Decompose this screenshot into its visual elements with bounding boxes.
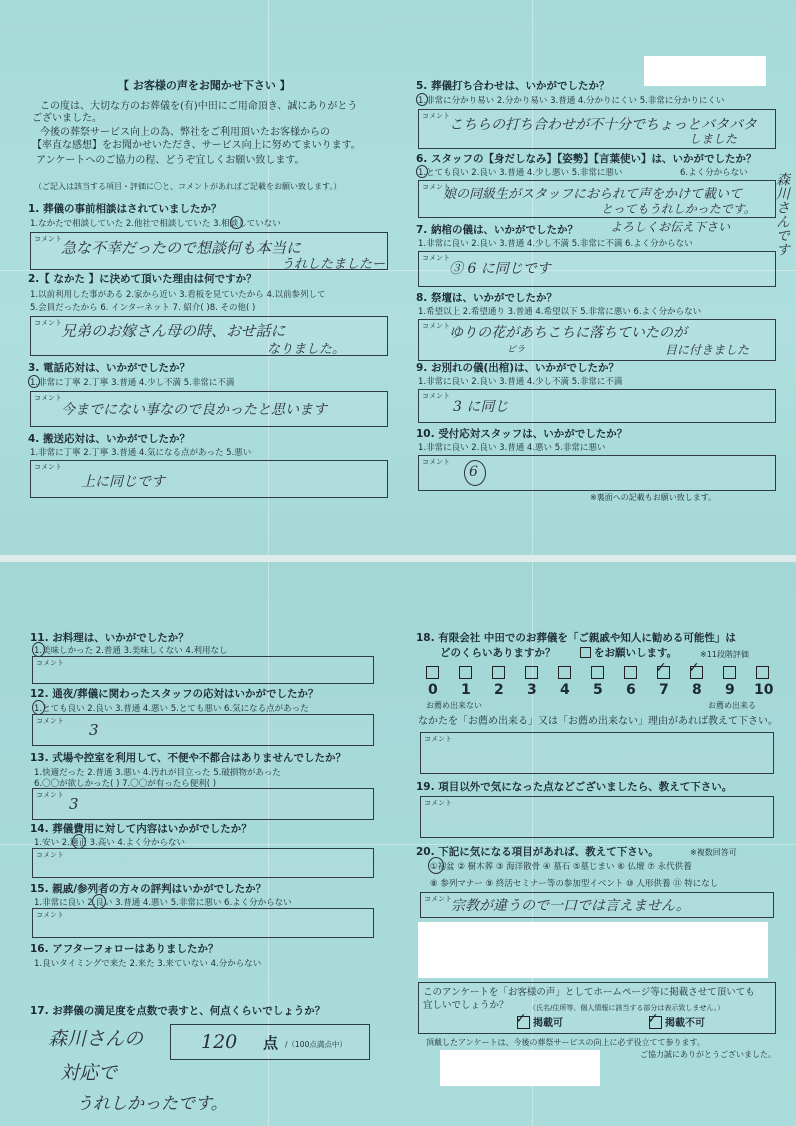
question-title: 15. 親戚/参列者の方々の評判はいかがでしたか？ — [30, 883, 267, 895]
answer-circle — [416, 93, 428, 106]
question-options: 1.なかたで相談していた 2.他社で相談していた 3.相談していない — [30, 219, 281, 229]
rating-checkbox[interactable] — [624, 666, 637, 679]
rating-number: 5 — [593, 682, 603, 698]
rating-number: 9 — [725, 682, 735, 698]
comment-label: コメント — [36, 911, 64, 919]
score-note: /（100点満点中） — [285, 1040, 347, 1049]
question-options: 1.とても良い 2.良い 3.普通 4.悪い 5.とても悪い 6.気になる点があった — [34, 704, 309, 714]
publish-ok-label: 掲載可 — [533, 1018, 563, 1029]
question-options: 1.安い 2.適正 3.高い 4.よく分からない — [34, 838, 186, 848]
check-mark-icon: ✓ — [647, 1011, 659, 1027]
question-options: 1.以前利用した事がある 2.家から近い 3.看板を見ていたから 4.以前参列して — [30, 290, 326, 300]
question-title: 6. スタッフの【身だしなみ】【姿勢】【言葉使い】は、いかがでしたか？ — [416, 153, 757, 165]
question-options: 6.よく分からない — [680, 168, 748, 178]
question-title: をお願いします。 — [594, 647, 678, 659]
handwritten-comment: 急な不幸だったので想談何も本当に — [61, 239, 302, 257]
comment-label: コメント — [424, 799, 452, 807]
publish-question: 宜しいでしょうか？ — [423, 1000, 509, 1011]
score-unit: 点 — [263, 1034, 279, 1052]
question-title: 17. お葬儀の満足度を点数で表すと、何点くらいでしょうか？ — [30, 1005, 326, 1017]
answer-circle — [230, 216, 243, 229]
survey-sheet-back — [0, 562, 796, 1126]
rating-checkbox[interactable] — [558, 666, 571, 679]
question-options: 1.とても良い 2.良い 3.普通 4.少し悪い 5.非常に悪い — [418, 168, 623, 178]
handwritten-side-note: 森川さんです — [774, 172, 790, 256]
question-title: 8. 祭壇は、いかがでしたか？ — [416, 292, 557, 304]
scale-note: ※11段階評価 — [700, 650, 749, 659]
handwritten-comment: 兄弟のお嫁さん母の時、おせ話に — [61, 322, 286, 340]
question-options: 1.非常に良い 2.良い 3.普通 4.悪い 5.非常に悪い 6.よく分からない — [34, 898, 292, 908]
score-box[interactable] — [170, 1024, 370, 1060]
intro-line: 【率直な感想】をお聞かせいただき、サービス向上に努めてまいります。 — [32, 140, 361, 151]
comment-box[interactable] — [420, 892, 774, 918]
intro-line: ございました。 — [32, 113, 102, 124]
check-mark-icon: ✓ — [655, 660, 667, 676]
answer-circle — [428, 857, 444, 874]
rating-number: 2 — [494, 682, 504, 698]
comment-label: コメント — [422, 254, 450, 262]
instruction-text: （ご記入は該当する項目・評価に〇と、コメントがあればご記載をお願い致します。） — [34, 182, 342, 191]
footer-text: 頂戴したアンケートは、今後の葬祭サービスの向上に必ず役立てて参ります。 — [426, 1038, 705, 1047]
question-options: 1.非常に良い 2.良い 3.普通 4.少し不満 5.非常に不満 — [418, 377, 623, 387]
rating-checkbox[interactable] — [756, 666, 769, 679]
question-title: 14. 葬儀費用に対して内容はいかがでしたか？ — [30, 823, 252, 835]
publish-consent-box — [418, 982, 776, 1034]
comment-label: コメント — [422, 183, 450, 191]
comment-box[interactable] — [418, 251, 776, 287]
multi-answer-note: ※複数回答可 — [690, 848, 737, 857]
rating-checkbox[interactable] — [723, 666, 736, 679]
comment-label: コメント — [34, 319, 62, 327]
comment-label: コメント — [36, 717, 64, 725]
check-mark-icon: ✓ — [688, 660, 700, 676]
comment-label: コメント — [424, 895, 452, 903]
question-options: 1.非常に丁寧 2.丁寧 3.普通 4.少し不満 5.非常に不満 — [30, 378, 235, 388]
rating-number: 0 — [428, 682, 438, 698]
rating-checkbox[interactable] — [459, 666, 472, 679]
handwritten-comment: 3 に同じ — [453, 399, 509, 415]
answer-circle — [32, 642, 45, 657]
survey-sheet-front — [0, 0, 796, 555]
handwritten-comment: うれしかったです。 — [76, 1094, 228, 1114]
publish-privacy-note: （氏名/住所等、個人情報に該当する部分は表示致しません。） — [529, 1004, 725, 1012]
question-title: 16. アフターフォローはありましたか？ — [30, 943, 219, 955]
handwritten-comment: しました — [689, 132, 738, 146]
redacted-area — [418, 922, 768, 978]
question-title: 12. 通夜/葬儀に関わったスタッフの応対はいかがでしたか？ — [30, 688, 319, 700]
check-mark-icon: ✓ — [515, 1011, 527, 1027]
publish-question: このアンケートを「お客様の声」としてホームページ等に掲載させて頂いても — [423, 987, 755, 998]
comment-box[interactable] — [32, 908, 374, 938]
handwritten-comment: 上に同じです — [81, 474, 165, 490]
rating-checkbox[interactable] — [591, 666, 604, 679]
rating-number: 3 — [527, 682, 537, 698]
handwritten-note: よろしくお伝え下さい — [610, 220, 731, 234]
rating-number: 7 — [659, 682, 669, 698]
handwritten-comment: 娘の同級生がスタッフにおられて声をかけて載いて — [443, 187, 743, 202]
question-options: 1.美味しかった 2.普通 3.美味しくない 4.利用なし — [34, 646, 228, 656]
answer-circle — [72, 834, 86, 849]
comment-box[interactable] — [30, 316, 388, 356]
answer-circle — [28, 375, 40, 388]
question-title: 5. 葬儀打ち合わせは、いかがでしたか？ — [416, 80, 610, 92]
reason-prompt: なかたを「お薦め出来る」又は「お薦め出来ない」理由があれば教えて下さい。 — [418, 716, 778, 727]
question-title: 20. 下記に気になる項目があれば、教えて下さい。 — [416, 846, 659, 858]
comment-box[interactable] — [418, 109, 776, 149]
question-title: 19. 項目以外で気になった点などございましたら、教えて下さい。 — [416, 781, 733, 793]
comment-label: コメント — [422, 458, 450, 466]
question-title: 9. お別れの儀(出棺)は、いかがでしたか？ — [416, 362, 620, 374]
question-options: 1.非常に良い 2.良い 3.普通 4.少し不満 5.非常に不満 6.よく分からない — [418, 239, 693, 249]
intro-line: アンケートへのご協力の程、どうぞ宜しくお願い致します。 — [36, 155, 305, 166]
redacted-area — [644, 56, 766, 86]
question-title: 13. 式場や控室を利用して、不便や不都合はありませんでしたか？ — [30, 752, 347, 764]
handwritten-comment: 目に付きました — [665, 343, 750, 357]
comment-box[interactable] — [418, 180, 776, 218]
comment-box[interactable] — [418, 319, 776, 361]
publish-ng-label: 掲載不可 — [665, 1018, 705, 1029]
handwritten-comment: 6 — [469, 464, 478, 480]
question-title: 2.【 なかた 】に決めて頂いた理由は何ですか？ — [28, 273, 257, 285]
intro-line: 今後の葬祭サービス向上の為、弊社をご利用頂いたお客様からの — [40, 127, 330, 138]
question-title: 18. 有限会社 中田でのお葬儀を「ご親戚や知人に勧める可能性」は — [416, 632, 736, 644]
rating-number: 6 — [626, 682, 636, 698]
question-options: 1.非常に分かり易い 2.分かり易い 3.普通 4.分かりにくい 5.非常に分かりにくい — [418, 96, 725, 106]
intro-line: この度は、大切な方のお葬儀を(有)中田にご用命頂き、誠にありがとう — [40, 101, 358, 112]
question-title: 4. 搬送応対は、いかがでしたか？ — [28, 433, 190, 445]
handwritten-comment: ゆりの花があちこちに落ちていたのが — [449, 325, 687, 341]
checkbox-icon — [580, 647, 591, 658]
question-options: 6.〇〇が欲しかった( ) 7.〇〇が有ったら便利( ) — [34, 779, 217, 789]
question-title: どのくらいありますか？ — [440, 647, 556, 659]
rating-number: 8 — [692, 682, 702, 698]
handwritten-comment: 今までにない事なので良かったと思います — [61, 402, 327, 418]
answer-circle — [32, 700, 45, 715]
score-value: 120 — [201, 1031, 238, 1053]
question-options: 5.会員だったから 6. インターネット 7. 紹介( )8. その他( ) — [30, 303, 256, 313]
comment-box[interactable] — [32, 788, 374, 820]
rating-checkbox[interactable] — [426, 666, 439, 679]
survey-title: 【 お客様の声をお聞かせ下さい 】 — [118, 79, 291, 92]
comment-label: コメント — [34, 235, 62, 243]
answer-circle — [464, 460, 486, 486]
comment-box[interactable] — [418, 389, 776, 423]
rating-number: 10 — [754, 682, 774, 698]
comment-box[interactable] — [32, 714, 374, 746]
question-options: 1.非常に良い 2.良い 3.普通 4.悪い 5.非常に悪い — [418, 443, 606, 453]
handwritten-comment: こちらの打ち合わせが不十分でちょっとバタバタ — [449, 117, 757, 133]
handwritten-comment: なりました。 — [267, 342, 346, 357]
question-title: 1. 葬儀の事前相談はされていましたか？ — [28, 203, 222, 215]
handwritten-comment: うれしたましたー — [281, 257, 386, 272]
comment-box[interactable] — [30, 391, 388, 427]
handwritten-annotation: ビラ — [507, 345, 526, 355]
comment-box[interactable] — [420, 732, 774, 774]
answer-circle — [92, 894, 106, 909]
scale-high-label: お薦め出来る — [708, 701, 756, 710]
question-options: 1.希望以上 2.希望通り 3.普通 4.希望以下 5.非常に悪い 6.よく分からない — [418, 307, 702, 317]
rating-checkbox[interactable] — [492, 666, 505, 679]
question-title: 7. 納棺の儀は、いかがでしたか？ — [416, 224, 578, 236]
rating-number: 1 — [461, 682, 471, 698]
rating-number: 4 — [560, 682, 570, 698]
question-title: 10. 受付応対スタッフは、いかがでしたか？ — [416, 428, 628, 440]
scale-low-label: お薦め出来ない — [426, 701, 482, 710]
redacted-area — [440, 1050, 600, 1086]
comment-box[interactable] — [32, 656, 374, 684]
question-options: 1.良いタイミングで来た 2.来た 3.来ていない 4.分からない — [34, 959, 262, 969]
question-title: 3. 電話応対は、いかがでしたか？ — [28, 362, 190, 374]
handwritten-comment: とってもうれしかったです。 — [601, 202, 756, 216]
handwritten-comment: 宗教が違うので一口では言えません。 — [451, 898, 690, 914]
answer-circle — [416, 165, 428, 178]
question-title: 11. お料理は、いかがでしたか？ — [30, 632, 189, 644]
back-page-note: ※裏面への記載もお願い致します。 — [590, 493, 717, 502]
comment-box[interactable] — [420, 796, 774, 838]
handwritten-comment: 森川さんの — [48, 1028, 144, 1050]
comment-label: コメント — [36, 659, 64, 667]
handwritten-comment: 3 — [89, 721, 99, 739]
comment-box[interactable] — [30, 232, 388, 270]
comment-box[interactable] — [32, 848, 374, 878]
comment-label: コメント — [34, 463, 62, 471]
comment-label: コメント — [422, 322, 450, 330]
handwritten-comment: ③ 6 に同じです — [449, 261, 551, 277]
question-options: 1.快適だった 2.普通 3.悪い 4.汚れが目立った 5.破損物があった — [34, 768, 281, 778]
comment-label: コメント — [422, 112, 450, 120]
comment-label: コメント — [34, 394, 62, 402]
comment-label: コメント — [36, 791, 64, 799]
question-options: 1.非常に丁寧 2.丁寧 3.普通 4.気になる点があった 5.悪い — [30, 448, 252, 458]
comment-box[interactable] — [30, 460, 388, 498]
handwritten-comment: 対応で — [60, 1062, 118, 1084]
comment-label: コメント — [36, 851, 64, 859]
interest-options: ⑧ 参列マナー ⑨ 終活セミナー等の参加型イベント ⑩ 人形供養 ⑪ 特になし — [430, 879, 719, 889]
rating-checkbox[interactable] — [525, 666, 538, 679]
comment-label: コメント — [422, 392, 450, 400]
interest-options: ①初盆 ② 樹木葬 ③ 海洋散骨 ④ 墓石 ⑤墓じまい ⑥ 仏壇 ⑦ 永代供養 — [430, 862, 692, 872]
handwritten-comment: 3 — [69, 795, 79, 813]
footer-text: ご協力誠にありがとうございました。 — [640, 1050, 776, 1059]
comment-label: コメント — [424, 735, 452, 743]
